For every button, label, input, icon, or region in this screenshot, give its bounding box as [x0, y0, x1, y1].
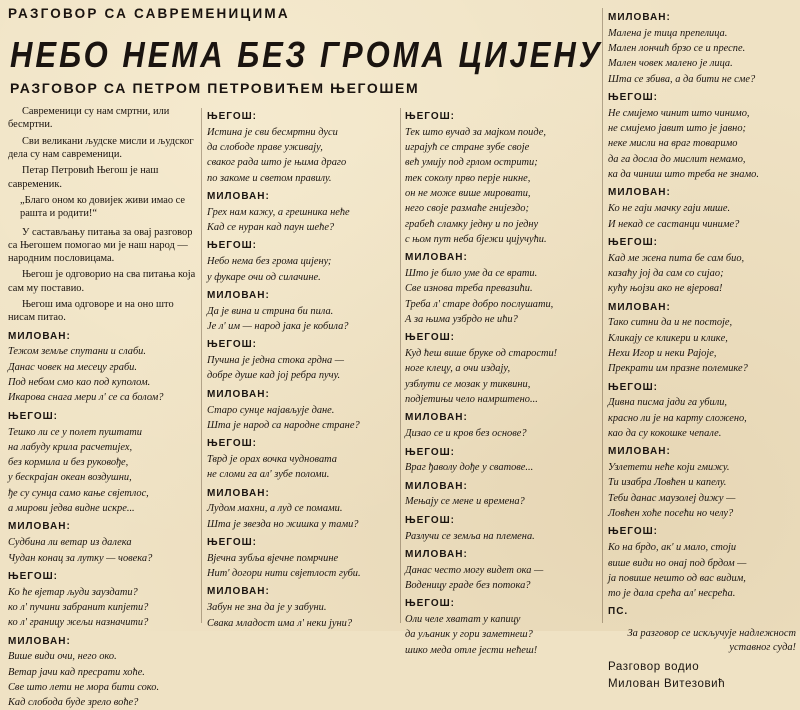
- speaker-label: ЊЕГОШ:: [608, 236, 658, 248]
- verse-line: ја повише нешто од вас видим,: [608, 572, 746, 584]
- speaker-label: МИЛОВАН:: [405, 252, 468, 264]
- verse-line: тек соколу прво перје никне,: [405, 172, 531, 184]
- column-divider: [602, 8, 603, 623]
- verse-line: у фукаре очи од силачине.: [207, 271, 321, 283]
- speaker-label: МИЛОВАН:: [405, 412, 468, 424]
- verse-line: да уљаник у гори заметнеш?: [405, 629, 533, 641]
- verse-line: Ко на брдо, ак' и мало, стоји: [608, 542, 737, 554]
- postscript-note: За разговор се искључује надлежност уставног суда!: [627, 628, 796, 653]
- verse-line: добре душе кад јој ребра пучу.: [207, 370, 341, 382]
- verse-line: Кад ме жена пита бе сам био,: [608, 252, 745, 264]
- verse-line: Истина је сви бесмртни дуси: [207, 126, 338, 138]
- verse-block: [8, 586, 197, 630]
- column-divider: [400, 108, 401, 623]
- verse-line: А за њима узбрдо не ићи?: [405, 314, 518, 326]
- verse-line: Вјечна зубља вјечне помрчине: [207, 552, 339, 564]
- speaker-label: МИЛОВАН:: [207, 586, 270, 598]
- verse-line: него своје размаће гнијездо;: [405, 203, 529, 215]
- verse-block: [207, 354, 395, 383]
- speaker-label: ЊЕГОШ:: [608, 526, 658, 538]
- verse-block: [608, 107, 796, 182]
- verse-line: Не смијемо чинит што чинимо,: [608, 107, 750, 119]
- verse-line: Прекрати им празне полемике?: [608, 363, 748, 375]
- verse-block: [608, 252, 796, 296]
- verse-line: кућу њојзи ако не вјерова!: [608, 283, 723, 295]
- verse-line: подјетињи чело намрштено...: [405, 394, 538, 406]
- verse-line: грабећ сламку једну и по једну: [405, 218, 539, 230]
- verse-line: као да су кокошке чепале.: [608, 428, 722, 440]
- verse-line: Тврд је орах вочка чудновата: [207, 453, 337, 465]
- speaker-label: ЊЕГОШ:: [405, 598, 455, 610]
- verse-line: Ловћен хоће посећи но челу?: [608, 508, 734, 520]
- verse-line: Грех нам кажу, а грешника неће: [207, 206, 350, 218]
- verse-line: Да је вина и стрина би пила.: [207, 305, 334, 317]
- article-subtitle: РАЗГОВОР СА ПЕТРОМ ПЕТРОВИЋЕМ ЊЕГОШЕМ: [10, 80, 420, 96]
- verse-line: Данас често могу видет ока —: [405, 564, 544, 576]
- verse-line: Нит' догори нити свјетлост губи.: [207, 568, 361, 580]
- verse-line: не сломи га ал' зубе поломи.: [207, 469, 330, 481]
- speaker-label: МИЛОВАН:: [608, 301, 671, 313]
- verse-line: Ветар јачи кад пресрати хоће.: [8, 666, 145, 678]
- intro-paragraph: Сви великани људске мисли и људског дела су нам савременици.: [8, 135, 194, 160]
- verse-line: Ко не гаји мачку гаји мише.: [608, 203, 731, 215]
- speaker-label: ЊЕГОШ:: [207, 339, 257, 351]
- verse-line: Шта је звезда но жишка у тами?: [207, 518, 359, 530]
- verse-line: ка да чиниш што треба не знамо.: [608, 169, 759, 181]
- verse-line: Тек што вучад за мајком поиде,: [405, 126, 546, 138]
- speaker-label: МИЛОВАН:: [207, 487, 270, 499]
- verse-line: И некад се састанци чиниме?: [608, 218, 740, 230]
- verse-line: а мирови једва видне искре...: [8, 503, 135, 515]
- speaker-label: МИЛОВАН:: [405, 548, 468, 560]
- verse-line: Дизао се и кров без основе?: [405, 428, 527, 440]
- speaker-label: ЊЕГОШ:: [608, 92, 658, 104]
- verse-block: [207, 126, 395, 185]
- verse-line: Је л' им — народ јака је кобила?: [207, 321, 349, 332]
- text-column-2: [207, 105, 395, 627]
- text-column-1: [8, 105, 197, 709]
- verse-line: ко л' пучини забранит кипјети?: [8, 601, 149, 613]
- verse-block: [405, 564, 595, 593]
- verse-block: [405, 427, 595, 440]
- verse-block: [608, 541, 796, 600]
- verse-line: Шта се збива, а да бити не сме?: [608, 73, 756, 85]
- intro-paragraph: Савременици су нам смртни, или бесмртни.: [8, 106, 170, 131]
- speaker-label: МИЛОВАН:: [608, 446, 671, 458]
- speaker-label: ПС.: [608, 606, 629, 618]
- verse-line: казаћу јој да сам со сијао;: [608, 267, 724, 279]
- verse-line: Тешко ли се у полет пуштати: [8, 426, 143, 438]
- verse-block: [207, 502, 395, 531]
- speaker-label: МИЛОВАН:: [8, 635, 71, 647]
- intro-paragraph: Петар Петровић Његош је наш савременик.: [8, 165, 159, 190]
- verse-block: [608, 461, 796, 520]
- verse-block: [207, 404, 395, 433]
- verse-line: Кликају се кликери и кликe,: [608, 332, 728, 344]
- verse-line: на лабуду крила расчетијех,: [8, 441, 133, 453]
- verse-line: Тако ситни да и не постоје,: [608, 317, 733, 329]
- verse-line: Све изнова треба превазићи.: [405, 283, 533, 295]
- speaker-label: ЊЕГОШ:: [405, 111, 455, 122]
- verse-line: Небо нема без грома цијену;: [207, 256, 332, 268]
- byline: Милован Витезовић: [608, 677, 726, 690]
- speaker-label: МИЛОВАН:: [8, 330, 71, 342]
- verse-block: [207, 453, 395, 482]
- verse-line: Под небом смо као под куполом.: [8, 377, 151, 389]
- speaker-label: МИЛОВАН:: [405, 480, 468, 492]
- verse-block: [608, 316, 796, 375]
- verse-line: Дивна писма јади га убили,: [608, 397, 728, 409]
- verse-line: он не може више мировати,: [405, 188, 531, 200]
- verse-line: Шта је народ са народне стране?: [207, 419, 360, 431]
- verse-line: сваког рада што је њима драго: [207, 157, 347, 169]
- verse-block: [608, 27, 796, 86]
- verse-block: [405, 126, 595, 247]
- speaker-label: ЊЕГОШ:: [207, 111, 257, 122]
- verse-line: Разлучи се земља на племена.: [405, 530, 535, 542]
- verse-block: [207, 305, 395, 334]
- verse-block: [207, 206, 395, 235]
- verse-line: Забун не зна да је у забуни.: [207, 602, 327, 614]
- verse-line: Оли челе хватат у капицу: [405, 614, 521, 626]
- speaker-label: ЊЕГОШ:: [405, 446, 455, 458]
- verse-line: Чудан конац за лутку — човека?: [8, 552, 153, 564]
- article-headline: НЕБО НЕМА БЕЗ ГРОМА ЦИЈЕНУ: [10, 34, 603, 76]
- speaker-label: ЊЕГОШ:: [405, 332, 455, 344]
- speaker-label: ЊЕГОШ:: [207, 240, 257, 252]
- speaker-label: ЊЕГОШ:: [207, 438, 257, 450]
- speaker-label: ЊЕГОШ:: [8, 570, 58, 582]
- verse-line: без кормила и без руковође,: [8, 457, 129, 469]
- verse-line: Више види очи, него око.: [8, 651, 117, 663]
- verse-block: [608, 396, 796, 440]
- verse-line: не смијемо јавит што је јавно;: [608, 123, 746, 135]
- verse-line: Мењају се мене и времена?: [405, 496, 525, 508]
- verse-line: Мален лончић брзо се и преспе.: [608, 43, 746, 55]
- verse-line: Старо сунце најављује дане.: [207, 404, 335, 416]
- verse-line: Свака младост има л' неки јуни?: [207, 617, 353, 629]
- verse-block: [405, 347, 595, 406]
- verse-line: то је дала срећа ал' несрећа.: [608, 588, 736, 600]
- verse-block: [405, 461, 595, 474]
- verse-line: ноге клецу, а очи издају,: [405, 363, 511, 375]
- verse-block: [8, 650, 197, 709]
- verse-line: Треба л' старе добро послушати,: [405, 298, 554, 310]
- text-column-3: [405, 105, 595, 656]
- verse-line: да га досла до мислит немамо,: [608, 153, 746, 165]
- verse-block: [405, 495, 595, 508]
- speaker-label: МИЛОВАН:: [207, 191, 270, 203]
- verse-line: Пучина је једна стока грдна —: [207, 355, 345, 367]
- verse-line: више види но онај под брдом —: [608, 557, 747, 569]
- verse-block: [8, 426, 197, 516]
- verse-line: већ умију под грлом острити;: [405, 157, 538, 169]
- verse-block: [207, 552, 395, 581]
- column-divider: [201, 108, 202, 623]
- intro-paragraph: Његош има одговоре и на оно што нисам питао.: [8, 299, 174, 324]
- verse-line: Малена је тица препелица.: [608, 27, 728, 39]
- verse-line: Ко ће вјетар људи зауздати?: [8, 586, 138, 598]
- verse-block: [8, 345, 197, 404]
- verse-line: Кад слобода буде зрело воће?: [8, 697, 139, 709]
- verse-line: играјућ се стране зубе своје: [405, 142, 530, 154]
- verse-line: с њом пут неба бјежи цијучући.: [405, 233, 547, 245]
- verse-line: Теби данас маузолеј дижу —: [608, 492, 736, 504]
- verse-line: ђе су сунца само кање свјетлос,: [8, 487, 149, 499]
- verse-line: Тежом земље спутани и слаби.: [8, 346, 146, 358]
- speaker-label: ЊЕГОШ:: [405, 514, 455, 526]
- verse-line: шико меда отле јести нећеш!: [405, 644, 538, 656]
- verse-block: [405, 267, 595, 326]
- verse-line: Икарова снага мери л' се са болом?: [8, 392, 164, 404]
- verse-line: у бескрајан океан воздушни,: [8, 472, 132, 484]
- speaker-label: МИЛОВАН:: [608, 12, 671, 23]
- verse-line: по закоме и светом правилу.: [207, 172, 332, 184]
- verse-block: [207, 601, 395, 630]
- intro-paragraph: Његош је одговорио на сва питања која сам му поставио.: [8, 269, 196, 294]
- speaker-label: МИЛОВАН:: [207, 289, 270, 301]
- verse-block: [207, 255, 395, 284]
- quotation: „Благо оном ко довијек живи имао се рашта и родити!“: [20, 194, 185, 220]
- verse-block: [8, 536, 197, 565]
- speaker-label: ЊЕГОШ:: [207, 537, 257, 548]
- verse-block: [405, 613, 595, 657]
- speaker-label: ЊЕГОШ:: [8, 410, 58, 422]
- verse-line: Лудом махни, а луд се помами.: [207, 503, 343, 515]
- verse-block: [405, 530, 595, 543]
- speaker-label: МИЛОВАН:: [207, 388, 270, 400]
- verse-line: Судбина ли ветар из далека: [8, 537, 132, 549]
- section-heading: РАЗГОВОР СА САВРЕМЕНИЦИМА: [8, 6, 290, 21]
- verse-line: Ти изабра Ловћен и капелу.: [608, 477, 727, 489]
- intro-paragraph: У састављању питања за овај разговор са Његошем помогао ми је наш народ — народним пословицама.: [8, 226, 193, 265]
- verse-line: неке мисли на враг товаримо: [608, 138, 738, 150]
- verse-line: Што је било уме да се врати.: [405, 268, 538, 280]
- verse-line: Куд ћеш више бруке од старости!: [405, 348, 558, 360]
- text-column-4: [608, 6, 796, 690]
- speaker-label: МИЛОВАН:: [608, 187, 671, 199]
- verse-line: красно ли је на карту сложено,: [608, 412, 747, 424]
- verse-line: Враг ђаволу дође у сватове...: [405, 462, 534, 474]
- verse-block: [608, 202, 796, 231]
- verse-line: Мален човек малено је лица.: [608, 58, 733, 70]
- verse-line: Кад се нуран кад паун шеће?: [207, 222, 335, 234]
- byline: Разговор водио: [608, 660, 700, 673]
- verse-line: Узлетети неће који гмижу.: [608, 462, 730, 474]
- verse-line: Нехи Игор и неки Рајоје,: [608, 347, 717, 359]
- verse-line: Данас човек на месецу граби.: [8, 361, 137, 373]
- speaker-label: ЊЕГОШ:: [608, 381, 658, 393]
- verse-line: Воденицу граде без потока?: [405, 579, 531, 591]
- verse-line: узблути се мозак у тиквини,: [405, 378, 531, 390]
- verse-line: Све што лети не мора бити соко.: [8, 681, 160, 693]
- verse-line: ко л' границу жељи назначити?: [8, 617, 149, 629]
- verse-line: да слободе праве уживају,: [207, 142, 323, 154]
- speaker-label: МИЛОВАН:: [8, 521, 71, 533]
